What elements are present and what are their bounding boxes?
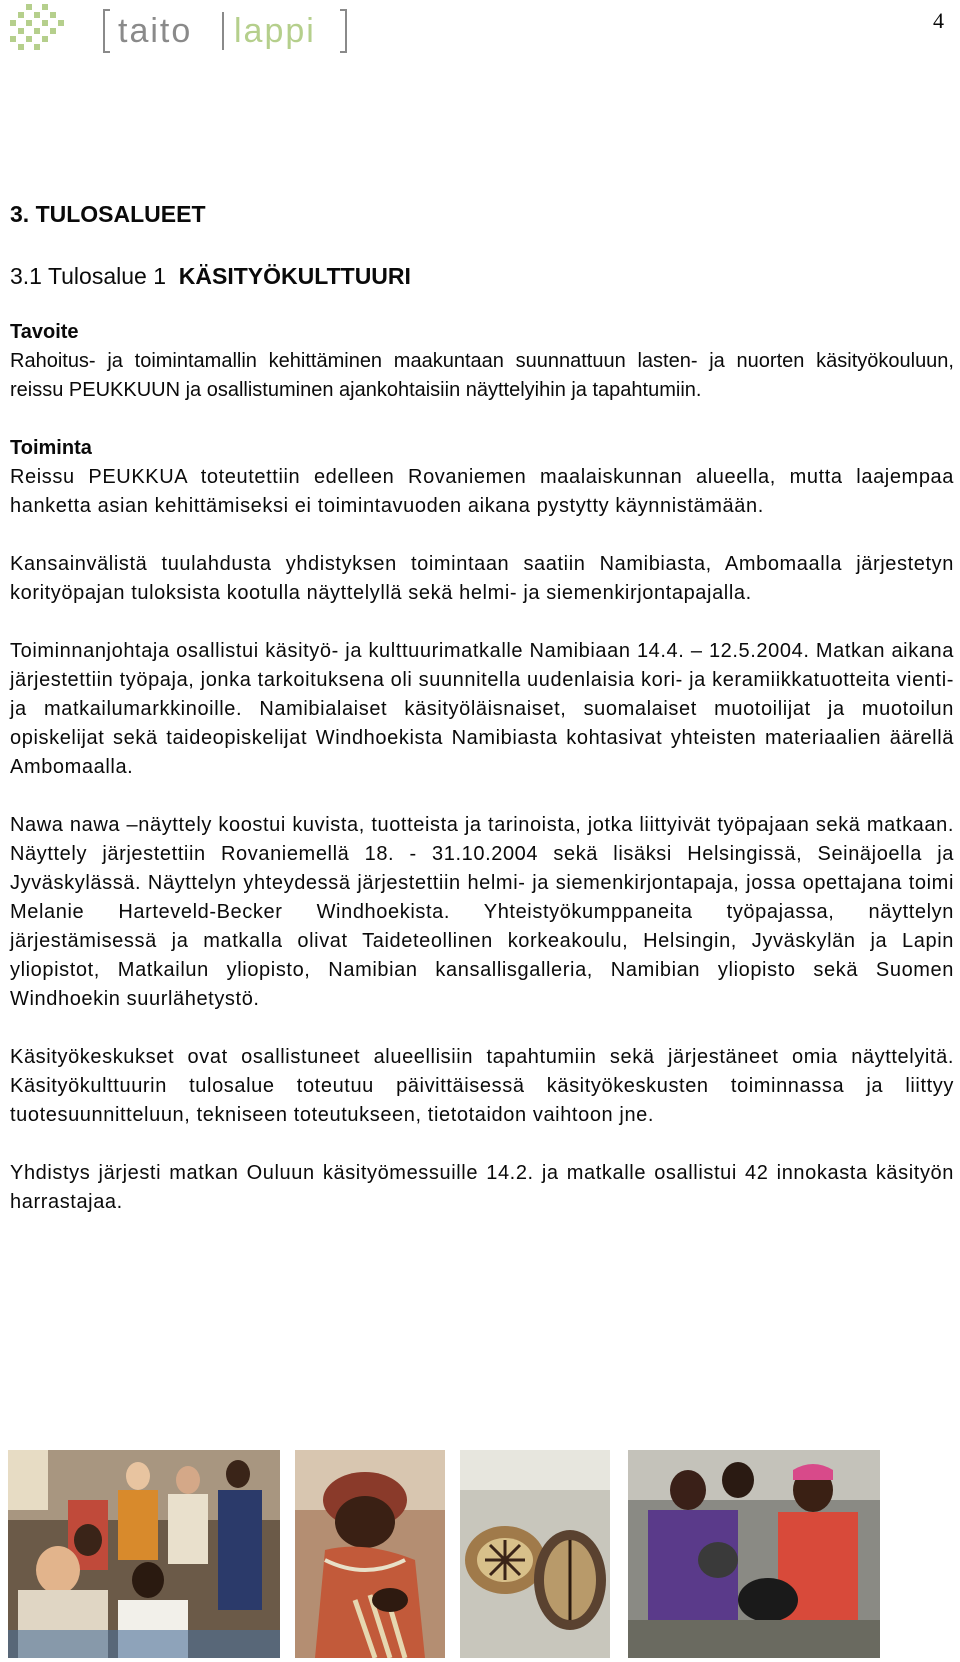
subtitle-bold: KÄSITYÖKULTTUURI	[178, 263, 411, 289]
toiminta-paragraph-4: Nawa nawa –näyttely koostui kuvista, tuotteista ja tarinoista, jotka liittyivät työpajaan sekä matkaan. Näyttely järjestettiin Rovaniemellä 18. - 31.10.2004 sekä lisäksi Helsingissä, Seinäjoella ja Jyväskylässä. Näyttelyn yhteydessä järjestettiin helmi- ja siemenkirjontapaja, jossa opettajana toimi Melanie Harteveld-Becker Windhoekista. Yhteistyökumppaneita työpajassa, näyttelyn järjestämisessä ja matkalla olivat Taideteollinen korkeakoulu, Helsingin, Jyväskylän ja Lapin yliopistot, Matkailun yliopisto, Namibian kansallisgalleria, Namibian yliopisto sekä Suomen Windhoekin suurlähetystö.	[10, 814, 954, 1010]
tavoite-heading: Tavoite	[10, 321, 79, 343]
logo-graphic	[6, 2, 366, 62]
toiminta-paragraph-6: Yhdistys järjesti matkan Ouluun käsityömessuille 14.2. ja matkalle osallistui 42 innokasta käsityön harrastajaa.	[10, 1162, 954, 1213]
section-subtitle	[10, 262, 954, 290]
tavoite-text: Rahoitus- ja toimintamallin kehittäminen maakuntaan suunnattuun lasten- ja nuorten käsityökouluun, reissu PEUKKUUN ja osallistuminen ajankohtaisiin näyttelyihin ja tapahtumiin.	[10, 350, 954, 401]
section-title: 3. TULOSALUEET	[10, 201, 206, 227]
photo-pottery-workshop	[628, 1450, 880, 1658]
toiminta-paragraph-5: Käsityökeskukset ovat osallistuneet alueellisiin tapahtumiin sekä järjestäneet omia näyttelyitä. Käsityökulttuurin tulosalue toteutuu päivittäisessä käsityökeskusten toiminnassa ja liittyy tuotesuunnitteluun, tekniseen toteutukseen, tietotaidon vaihtoon jne.	[10, 1046, 954, 1126]
subtitle-prefix: 3.1 Tulosalue 1	[10, 263, 167, 289]
photo-basket-weaver	[295, 1450, 445, 1658]
toiminta-paragraph-1: Reissu PEUKKUA toteutettiin edelleen Rovaniemen maalaiskunnan alueella, mutta laajempaa hanketta asian kehittämiseksi ei toimintavuoden aikana pystytty käynnistämään.	[10, 466, 954, 517]
page-number: 4	[933, 8, 944, 33]
main-content	[10, 200, 954, 1246]
photo-baskets	[460, 1450, 610, 1658]
logo-dot-pattern	[10, 4, 64, 50]
toiminta-paragraph-3: Toiminnanjohtaja osallistui käsityö- ja kulttuurimatkalle Namibiaan 14.4. – 12.5.2004. Matkan aikana järjestettiin työpaja, jonka tarkoituksena oli suunnitella uudenlaisia kori- ja keramiikkatuotteita vienti- ja matkailumarkkinoille. Namibialaiset käsityöläisnaiset, suomalaiset muotoilijat ja muotoilun opiskelijat sekä taideopiskelijat Windhoekista Namibiasta kohtasivat yhteisten materiaalien äärellä Ambomaalla.	[10, 640, 954, 778]
logo-text-taito: taito	[118, 12, 193, 50]
photo-group-women	[8, 1450, 280, 1658]
toiminta-paragraph-2: Kansainvälistä tuulahdusta yhdistyksen toimintaan saatiin Namibiasta, Ambomaalla järjestetyn korityöpajan tuloksista kootulla näyttelyllä sekä helmi- ja siemenkirjontapajalla.	[10, 553, 954, 604]
logo-text-lappi: lappi	[234, 12, 316, 50]
taito-lappi-logo	[6, 2, 366, 62]
toiminta-heading: Toiminta	[10, 437, 92, 459]
photo-strip	[8, 1450, 948, 1660]
